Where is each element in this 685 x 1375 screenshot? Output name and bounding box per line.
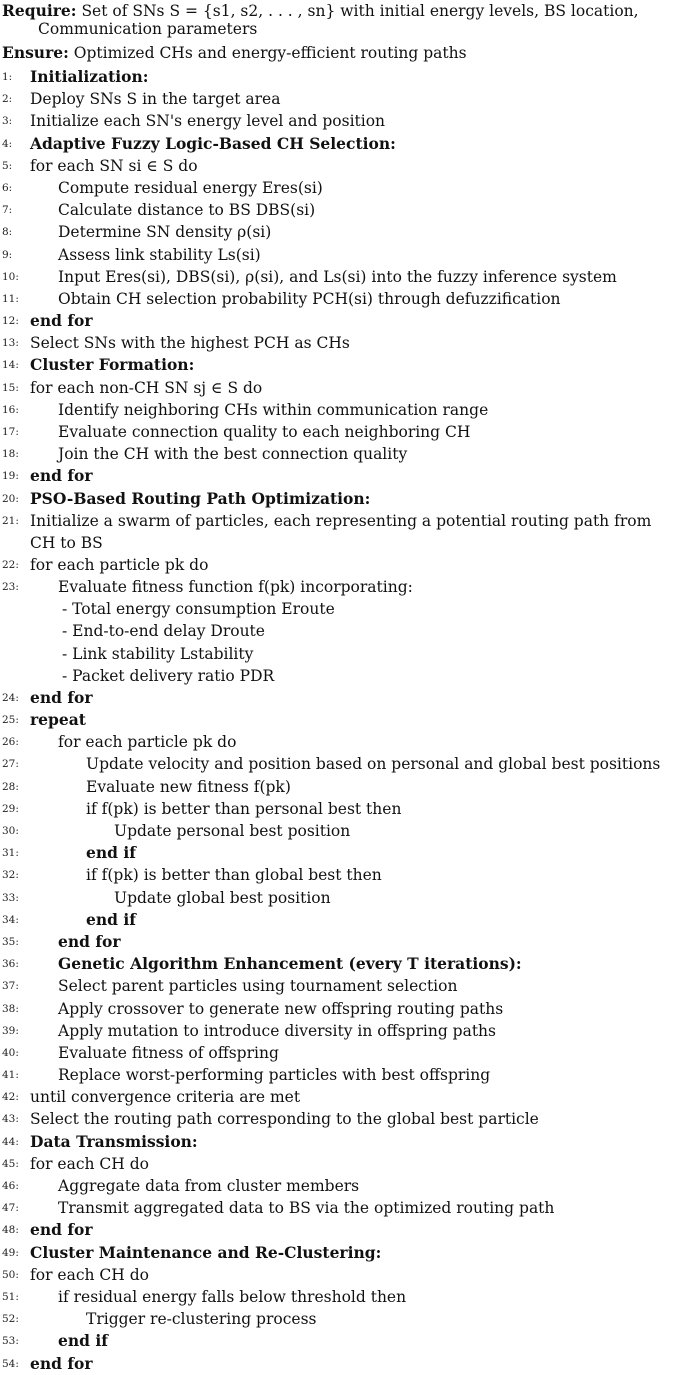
line-text: Cluster Maintenance and Re-Clustering: bbox=[30, 1242, 382, 1262]
line-text: Calculate distance to BS DBS(si) bbox=[58, 201, 316, 220]
line-text: - Total energy consumption Eroute bbox=[62, 600, 335, 619]
line-text: Evaluate connection quality to each neighboring CH bbox=[58, 423, 471, 441]
line-number: 16: bbox=[2, 403, 19, 416]
line-text: Initialize each SN's energy level and position bbox=[30, 112, 386, 131]
algorithm-line bbox=[0, 1020, 681, 1042]
line-text: for each non-CH SN sj ∈ S do bbox=[30, 378, 263, 397]
line-text: Evaluate fitness of offspring bbox=[58, 1043, 279, 1062]
algorithm-line bbox=[0, 1064, 681, 1086]
line-number: 20: bbox=[2, 492, 19, 505]
line-number: 24: bbox=[2, 691, 19, 704]
line-number: 35: bbox=[2, 935, 19, 948]
line-number: 36: bbox=[2, 958, 19, 971]
line-text: end for bbox=[58, 931, 121, 951]
line-text: Evaluate fitness function f(pk) incorporating: bbox=[58, 577, 413, 596]
line-text: Assess link stability Ls(si) bbox=[58, 245, 261, 264]
line-number: 7: bbox=[2, 204, 13, 217]
line-number: 34: bbox=[2, 913, 19, 926]
algorithm-line bbox=[0, 155, 681, 177]
algorithm-line bbox=[0, 953, 681, 975]
line-number: 54: bbox=[2, 1357, 19, 1370]
algorithm-line bbox=[0, 975, 681, 997]
line-text: Aggregate data from cluster members bbox=[58, 1177, 360, 1195]
algorithm-line bbox=[0, 1219, 681, 1241]
line-text: - Link stability Lstability bbox=[62, 644, 254, 663]
algorithm-line bbox=[0, 598, 681, 620]
algorithm-line bbox=[0, 288, 681, 310]
algorithm-line bbox=[0, 1308, 681, 1330]
line-number: 45: bbox=[2, 1157, 19, 1170]
algorithm-line bbox=[0, 1131, 681, 1153]
algorithm-line bbox=[0, 110, 681, 132]
line-number: 18: bbox=[2, 448, 19, 461]
line-number: 39: bbox=[2, 1024, 19, 1037]
line-number: 37: bbox=[2, 980, 19, 993]
line-text: end for bbox=[30, 1220, 93, 1240]
line-text: end if bbox=[86, 909, 136, 929]
line-number: 31: bbox=[2, 847, 19, 860]
require-block bbox=[2, 2, 681, 38]
line-text: for each CH do bbox=[30, 1154, 149, 1173]
line-number: 12: bbox=[2, 315, 19, 328]
algorithm-line bbox=[0, 133, 681, 155]
line-number: 8: bbox=[2, 226, 13, 239]
line-number: 44: bbox=[2, 1135, 19, 1148]
line-number: 15: bbox=[2, 381, 19, 394]
algorithm-line bbox=[0, 354, 681, 376]
line-text: - End-to-end delay Droute bbox=[62, 622, 265, 641]
line-text: PSO-Based Routing Path Optimization: bbox=[30, 488, 371, 508]
line-number: 41: bbox=[2, 1069, 19, 1082]
algorithm-line bbox=[0, 753, 681, 775]
algorithm-line bbox=[0, 177, 681, 199]
line-number: 52: bbox=[2, 1313, 19, 1326]
line-number: 49: bbox=[2, 1246, 19, 1259]
algorithm-line bbox=[0, 820, 681, 842]
line-text: Select the routing path corresponding to the global best particle bbox=[30, 1110, 539, 1129]
line-text: end if bbox=[58, 1331, 108, 1351]
algorithm-line bbox=[0, 665, 681, 687]
line-number: 48: bbox=[2, 1224, 19, 1237]
line-number: 43: bbox=[2, 1113, 19, 1126]
algorithm-line bbox=[0, 66, 681, 88]
algorithm-line bbox=[0, 465, 681, 487]
line-text: Update velocity and position based on personal and global best positions bbox=[86, 755, 661, 774]
line-text: end if bbox=[86, 843, 136, 863]
line-text: Identify neighboring CHs within communication range bbox=[58, 400, 489, 419]
require-label: Require: bbox=[2, 1, 77, 20]
line-text: Join the CH with the best connection quality bbox=[58, 445, 408, 464]
algorithm-line bbox=[0, 488, 681, 510]
line-number: 10: bbox=[2, 270, 19, 283]
line-text: Apply mutation to introduce diversity in offspring paths bbox=[58, 1021, 496, 1040]
line-number: 13: bbox=[2, 337, 19, 350]
line-text: Determine SN density ρ(si) bbox=[58, 223, 272, 242]
line-text: end for bbox=[30, 687, 93, 707]
line-text: Deploy SNs S in the target area bbox=[30, 90, 281, 109]
line-number: 14: bbox=[2, 359, 19, 372]
line-text: if f(pk) is better than personal best then bbox=[86, 799, 402, 818]
line-text: Select parent particles using tournament selection bbox=[58, 977, 458, 996]
line-text: end for bbox=[30, 466, 93, 486]
line-number: 22: bbox=[2, 558, 19, 571]
line-number: 23: bbox=[2, 580, 19, 593]
line-number: 53: bbox=[2, 1335, 19, 1348]
algorithm-line bbox=[0, 687, 681, 709]
ensure-label: Ensure: bbox=[2, 43, 69, 62]
line-text: end for bbox=[30, 1353, 93, 1373]
line-text: Transmit aggregated data to BS via the optimized routing path bbox=[58, 1199, 555, 1218]
line-number: 50: bbox=[2, 1268, 19, 1281]
algorithm-line bbox=[0, 199, 681, 221]
line-number: 3: bbox=[2, 115, 13, 128]
line-number: 32: bbox=[2, 869, 19, 882]
algorithm-line bbox=[0, 1330, 681, 1352]
line-text: for each SN si ∈ S do bbox=[30, 156, 198, 175]
algorithm-line bbox=[0, 88, 681, 110]
algorithm-line bbox=[0, 620, 681, 642]
algorithm-line bbox=[0, 443, 681, 465]
line-number: 5: bbox=[2, 159, 13, 172]
line-text: until convergence criteria are met bbox=[30, 1088, 301, 1107]
algorithm-line bbox=[0, 709, 681, 731]
algorithm-line bbox=[0, 266, 681, 288]
algorithm-line bbox=[0, 887, 681, 909]
algorithm-line bbox=[0, 909, 681, 931]
line-text: repeat bbox=[30, 710, 86, 730]
line-number: 27: bbox=[2, 758, 19, 771]
algorithm-line bbox=[0, 1153, 681, 1175]
algorithm-line bbox=[0, 1197, 681, 1219]
line-text: for each particle pk do bbox=[58, 733, 237, 752]
algorithm-line bbox=[0, 643, 681, 665]
algorithm-line bbox=[0, 1353, 681, 1375]
algorithm-line bbox=[0, 1264, 681, 1286]
algorithm-line bbox=[0, 310, 681, 332]
line-text: Update personal best position bbox=[114, 822, 351, 840]
algorithm-line bbox=[0, 554, 681, 576]
line-text: if residual energy falls below threshold then bbox=[58, 1287, 407, 1306]
line-number: 51: bbox=[2, 1290, 19, 1303]
line-text: Initialize a swarm of particles, each representing a potential routing path from CH to BS bbox=[30, 511, 652, 552]
line-text: Input Eres(si), DBS(si), ρ(si), and Ls(si) into the fuzzy inference system bbox=[58, 267, 617, 286]
algorithm-line bbox=[0, 399, 681, 421]
line-text: Replace worst-performing particles with best offspring bbox=[58, 1066, 491, 1085]
line-text: Select SNs with the highest PCH as CHs bbox=[30, 334, 350, 353]
algorithm-line bbox=[0, 931, 681, 953]
line-number: 47: bbox=[2, 1202, 19, 1215]
algorithm-line bbox=[0, 776, 681, 798]
line-number: 40: bbox=[2, 1046, 19, 1059]
line-text: Genetic Algorithm Enhancement (every T iterations): bbox=[58, 954, 522, 974]
line-text: - Packet delivery ratio PDR bbox=[62, 666, 275, 685]
line-number: 1: bbox=[2, 71, 13, 83]
algorithm-line bbox=[0, 1108, 681, 1130]
algorithm-line bbox=[0, 510, 681, 554]
line-number: 38: bbox=[2, 1002, 19, 1015]
algorithm-line bbox=[0, 731, 681, 753]
line-number: 11: bbox=[2, 292, 19, 305]
require-text-cont: Communication parameters bbox=[38, 20, 258, 38]
algorithm-line bbox=[0, 1086, 681, 1108]
algorithm-line bbox=[0, 998, 681, 1020]
line-text: Initialization: bbox=[30, 67, 149, 86]
line-text: Obtain CH selection probability PCH(si) through defuzzification bbox=[58, 289, 561, 308]
algorithm-line bbox=[0, 377, 681, 399]
line-number: 17: bbox=[2, 426, 19, 438]
line-number: 4: bbox=[2, 137, 13, 150]
algorithm-line bbox=[0, 798, 681, 820]
line-text: if f(pk) is better than global best then bbox=[86, 866, 382, 885]
line-number: 33: bbox=[2, 891, 19, 904]
algorithm-line bbox=[0, 864, 681, 886]
algorithm-line bbox=[0, 1175, 681, 1197]
line-text: for each particle pk do bbox=[30, 555, 209, 574]
line-text: Update global best position bbox=[114, 888, 331, 907]
line-number: 46: bbox=[2, 1180, 19, 1192]
algorithm-line bbox=[0, 244, 681, 266]
line-text: Cluster Formation: bbox=[30, 355, 195, 375]
line-number: 29: bbox=[2, 802, 19, 815]
line-number: 25: bbox=[2, 714, 19, 727]
line-text: Adaptive Fuzzy Logic-Based CH Selection: bbox=[30, 133, 396, 153]
algorithm-line bbox=[0, 576, 681, 598]
line-text: Evaluate new fitness f(pk) bbox=[86, 777, 291, 796]
line-number: 42: bbox=[2, 1091, 19, 1104]
line-number: 28: bbox=[2, 780, 19, 793]
line-number: 30: bbox=[2, 825, 19, 837]
algorithm-line bbox=[0, 842, 681, 864]
line-number: 21: bbox=[2, 514, 19, 527]
line-text: Compute residual energy Eres(si) bbox=[58, 178, 323, 197]
line-number: 19: bbox=[2, 470, 19, 483]
line-text: Data Transmission: bbox=[30, 1131, 198, 1151]
algorithm-lines bbox=[0, 66, 681, 1375]
line-number: 9: bbox=[2, 248, 13, 261]
line-number: 2: bbox=[2, 93, 13, 106]
line-text: for each CH do bbox=[30, 1265, 149, 1284]
algorithm-line bbox=[0, 1042, 681, 1064]
algorithm-line bbox=[0, 1242, 681, 1264]
require-text: Set of SNs S = {s1, s2, . . . , sn} with initial energy levels, BS location, bbox=[81, 2, 639, 20]
line-text: Apply crossover to generate new offspring routing paths bbox=[58, 999, 504, 1018]
algorithm-line bbox=[0, 221, 681, 243]
ensure-text: Optimized CHs and energy-efficient routing paths bbox=[73, 44, 467, 62]
algorithm-line bbox=[0, 332, 681, 354]
ensure-block bbox=[2, 44, 681, 62]
algorithm-line bbox=[0, 1286, 681, 1308]
line-number: 26: bbox=[2, 736, 19, 749]
algorithm-line bbox=[0, 421, 681, 443]
line-text: end for bbox=[30, 311, 93, 331]
line-number: 6: bbox=[2, 181, 13, 194]
line-text: Trigger re-clustering process bbox=[86, 1310, 317, 1329]
